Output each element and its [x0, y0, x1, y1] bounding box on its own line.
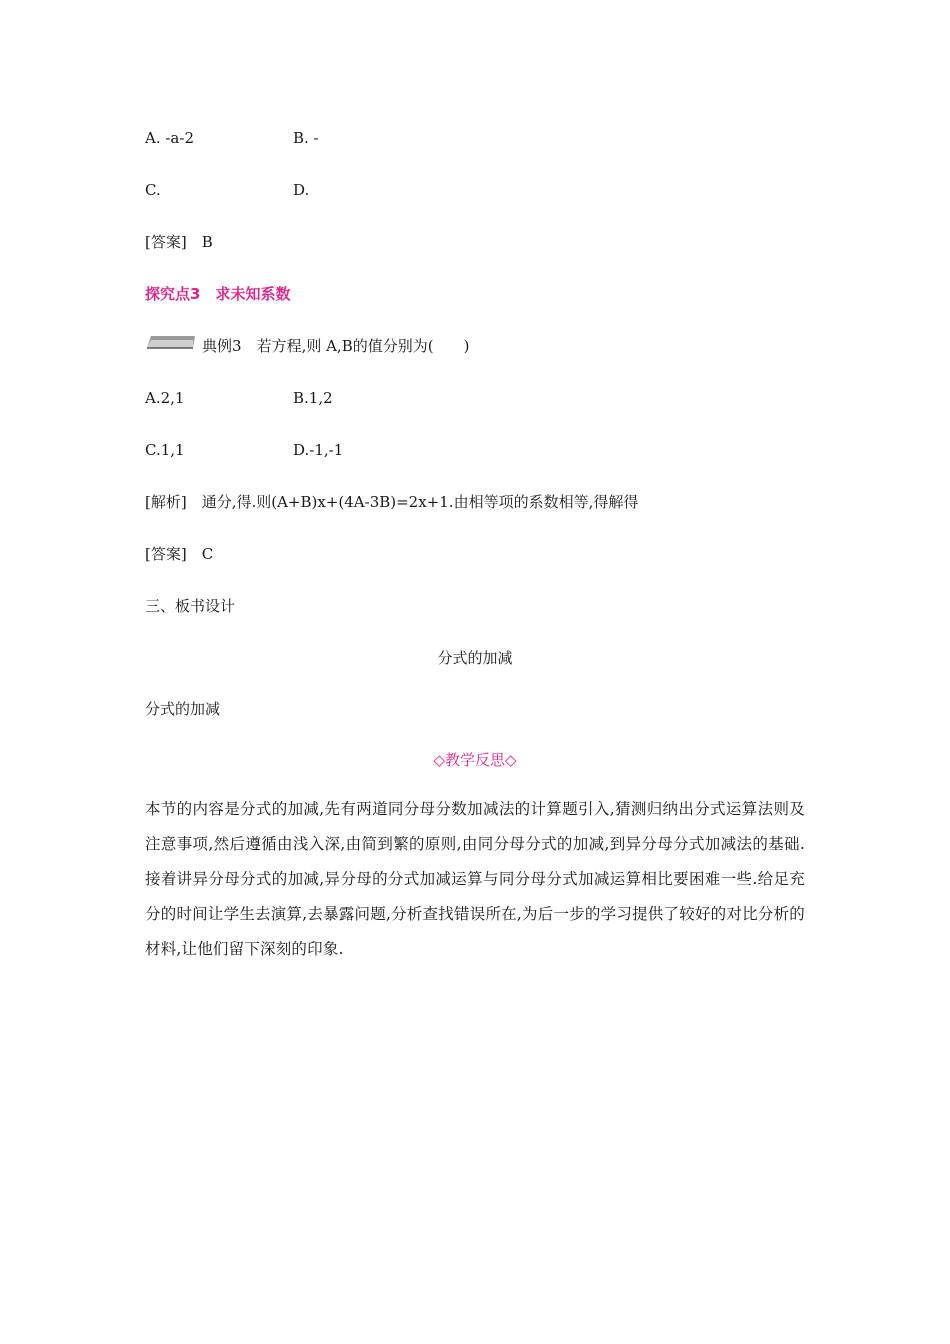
example-badge-icon	[145, 334, 195, 350]
q2-option-c: C.	[145, 181, 161, 199]
q2-option-a: A. -a-2	[145, 129, 194, 147]
board-heading: 三、板书设计	[145, 597, 236, 615]
example3-option-c: C.1,1	[145, 441, 185, 459]
q2-answer: [答案] B	[145, 233, 213, 251]
example3-option-b: B.1,2	[293, 389, 333, 407]
q2-option-d: D.	[293, 181, 310, 199]
reflection-title: ◇教学反思◇	[433, 751, 517, 769]
board-center-title: 分式的加减	[437, 649, 513, 667]
example3-option-d: D.-1,-1	[293, 441, 344, 459]
example3-answer: [答案] C	[145, 545, 214, 563]
section3-title: 探究点3 求未知系数	[145, 285, 291, 303]
q2-option-b: B. -	[293, 129, 319, 147]
example3-question: 若方程,则 A,B的值分别为( )	[256, 337, 470, 355]
example3-question-line	[202, 336, 469, 356]
example3-label: 典例3	[202, 337, 242, 355]
example3-analysis: [解析] 通分,得.则(A+B)x+(4A-3B)=2x+1.由相等项的系数相等,得解得	[145, 493, 639, 511]
example3-option-a: A.2,1	[145, 389, 185, 407]
board-left-title: 分式的加减	[145, 700, 221, 718]
reflection-text: 本节的内容是分式的加减,先有两道同分母分数加减法的计算题引入,猜测归纳出分式运算法则及注意事项,然后遵循由浅入深,由简到繁的原则,由同分母分式的加减,到异分母分式加减法的基础.接着讲异分母分式的加减,异分母的分式加减运算与同分母分式加减运算相比要困难一些.给足充分的时间让学生去演算,去暴露问题,分析查找错误所在,为后一步的学习提供了较好的对比分析的材料,让他们留下深刻的印象.	[145, 800, 805, 958]
